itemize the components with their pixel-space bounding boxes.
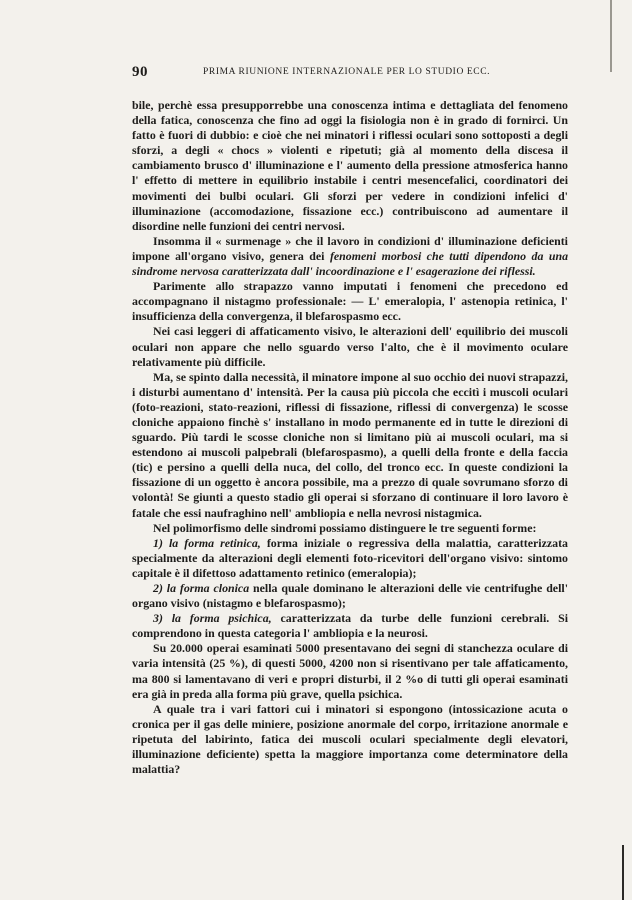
paragraph-2-italic: fenomeni morbosi che tutti dipendono da una sindrome nervosa caratterizzata dall' incoordinazione e l' esagerazione dei riflessi.	[132, 248, 569, 279]
paragraph-8: A quale tra i vari fattori cui i minatori si espongono (intossicazione acuta o cronica per il gas delle miniere, posizione anormale del corpo, irritazione anormale e ripetuta del labirinto, fatica dei muscoli oculari specialmente degli elevatori, illuminazione deficiente) spetta la maggiore importanza come determinatore della malattia?	[132, 701, 568, 777]
paragraph-2-text: Insomma il « surmenage » che il lavoro in condizioni d' illuminazione deficienti impone all'organo visivo, genera dei	[132, 233, 568, 263]
body-text	[132, 98, 568, 777]
paragraph-6: Nel polimorfismo delle sindromi possiamo distinguere le tre seguenti forme:	[153, 520, 537, 535]
form-1-label: 1) la forma retinica,	[153, 535, 261, 550]
paragraph-2	[132, 234, 568, 279]
page-number: 90	[132, 64, 148, 80]
running-head: PRIMA RIUNIONE INTERNAZIONALE PER LO STUDIO ECC.	[203, 67, 491, 77]
paragraph-1: bile, perchè essa presupporrebbe una conoscenza intima e dettagliata del fenomeno della fatica, conoscenza che fino ad oggi la fisiologia non è in grado di fornirci. Un fatto è fuori di dubbio: e cioè che nei minatori i riflessi oculari sono sottoposti a degli sforzi, a degli « chocs » violenti e ripetuti; già al momento della discesa il cambiamento brusco d' illuminazione e l' aumento della pressione atmosferica hanno l' effetto di mettere in equilibrio instabile i centri mesencefalici, coordinatori dei movimenti dei bulbi oculari. Gli sforzi per vedere in condizioni infelici d' illuminazione (accomodazione, fissazione ecc.) contribuiscono ad aumentare il disordine nelle funzioni dei centri nervosi.	[132, 98, 568, 233]
paragraph-3: Parimente allo strapazzo vanno imputati i fenomeni che precedono ed accompagnano il nistagmo professionale: — L' emeralopia, l' astenopia retinica, l' insufficienza della convergenza, il blefarospasmo ecc.	[132, 279, 568, 324]
paragraph-7: Su 20.000 operai esaminati 5000 presentavano dei segni di stanchezza oculare di varia intensità (25 %), di questi 5000, 4200 non si risentivano per tale affaticamento, ma 800 si lamentavano di veri e propri disturbi, il 2 %o di tutti gli operai esaminati era già in preda alla forma più grave, quella psichica.	[132, 641, 568, 701]
form-3-text: caratterizzata da turbe delle funzioni cerebrali. Si comprendono in questa categoria l' ambliopia e la neurosi.	[132, 611, 568, 641]
form-item-1	[132, 536, 568, 581]
page-edge-line	[610, 0, 612, 72]
form-item-3	[132, 611, 568, 641]
page-edge-mark	[622, 845, 624, 900]
form-1-text: forma iniziale o regressiva della malattia, caratterizzata specialmente da alterazioni degli elementi foto-ricevitori dell'organo visivo: sintomo capitale è il difettoso adattamento retinico (emeralopia);	[132, 535, 568, 580]
paragraph-4: Nei casi leggeri di affaticamento visivo, le alterazioni dell' equilibrio dei muscoli oculari non appare che nello sguardo verso l'alto, che è il movimento oculare relativamente più difficile.	[132, 324, 568, 369]
paragraph-5: Ma, se spinto dalla necessità, il minatore impone al suo occhio dei nuovi strapazzi, i disturbi aumentano d' intensità. Per la causa più piccola che eccitì i muscoli oculari (foto-reazioni, stato-reazioni, riflessi di fissazione, riflessi di convergenza) le scosse cloniche appaiono finchè s' installano in modo permanente ed in tutte le direzioni di sguardo. Più tardi le scosse cloniche non si limitano più ai muscoli oculari, ma si estendono ai muscoli palpebrali (blefarospasmo), a quelli della fronte e della faccia (tic) e persino a quelli della nuca, del collo, del tronco ecc. In queste condizioni la fissazione di un oggetto è ancora possibile, ma a prezzo di quale sovrumano sforzo di volontà! Se giunti a questo stadio gli operai si sforzano di continuare il loro lavoro è fatale che essi naufraghino nell' ambliopia e nella nevrosi nistagmica.	[132, 369, 568, 520]
form-2-label: 2) la forma clonica	[153, 581, 250, 595]
form-2-text: nella quale dominano le alterazioni delle vie centrifughe dell' organo visivo (nistagmo e blefarospasmo);	[132, 581, 568, 611]
form-3-label: 3) la forma psichica,	[153, 611, 272, 626]
form-item-2	[132, 581, 568, 611]
